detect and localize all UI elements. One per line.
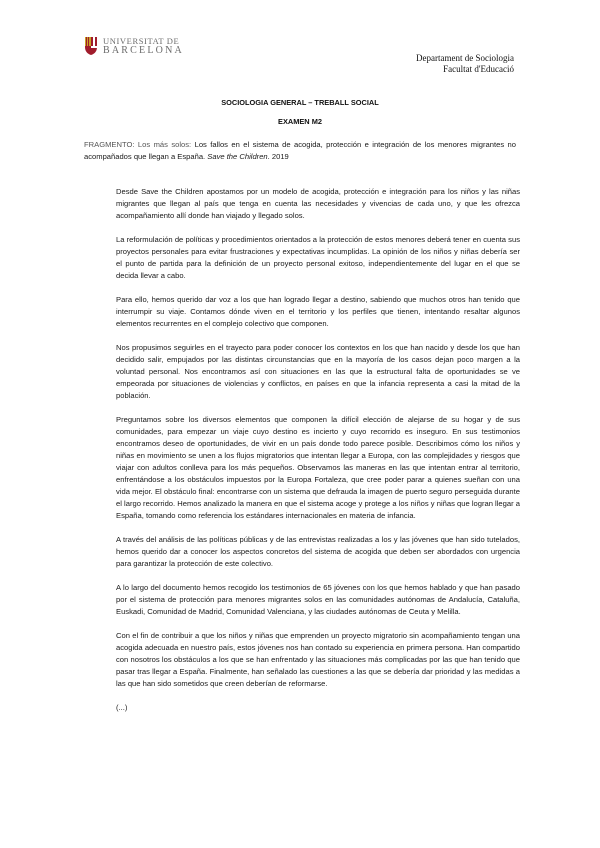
paragraph: A través del análisis de las políticas públicas y de las entrevistas realizadas a los y las jóvenes que han sido tutelados, hemos querido dar a conocer los aspectos concretos del sistema de acogida que deben ser abordados con urgencia para garantizar la protección de este colectivo. — [116, 535, 520, 568]
department-name: Departament de Sociologia — [416, 53, 514, 63]
university-logo — [84, 36, 184, 56]
fragment-year: . 2019 — [267, 152, 289, 161]
paragraph: Nos propusimos seguirles en el trayecto para poder conocer los contextos en los que han nacido y desde los que han decidido salir, empujados por las distintas circunstancias que en la mayoría de los casos dejan poco margen a la voluntad personal. Nos encontramos así con situaciones en las que la estructural falta de oportunidades se ve empeorada por situaciones de violencias y conflictos, en países en que la infancia representa a casi la mitad de la población. — [116, 343, 520, 400]
university-shield-icon — [84, 36, 98, 56]
faculty-name: Facultat d'Educació — [443, 64, 514, 74]
fragment-source: Save the Children — [207, 152, 268, 161]
fragment-text: Los fallos en el sistema de acogida, protección e integración de los menores migrantes no acompañados que llegan a España. — [84, 140, 516, 161]
document-body — [116, 186, 520, 714]
fragment-label: FRAGMENTO: Los más solos: — [84, 140, 192, 149]
department-block — [416, 53, 514, 75]
exam-title: EXAMEN M2 — [278, 117, 322, 126]
paragraph: A lo largo del documento hemos recogido los testimonios de 65 jóvenes con los que hemos hablado y que han pasado por el sistema de protección para menores migrantes solos en las comunidades autónomas de Andalucía, Cataluña, Euskadi, Comunidad de Madrid, Comunidad Valenciana, y las ciudades autónomas de Ceuta y Melilla. — [116, 583, 520, 616]
paragraph: Con el fin de contribuir a que los niños y niñas que emprenden un proyecto migratorio sin acompañamiento tengan una acogida adecuada en nuestro país, estos jóvenes nos han contado su experiencia en primera persona. Han compartido con nosotros los obstáculos a los que se han enfrentado y las situaciones más complicadas por las que han tenido que pasar tras llegar a España. Finalmente, han señalado las cuestiones a las que se debería dar prioridad y las medidas a las que han sido sometidos que creen deberían de reformarse. — [116, 631, 520, 688]
university-name-line2: BARCELONA — [103, 45, 184, 56]
paragraph: La reformulación de políticas y procedimientos orientados a la protección de estos menores deberá tener en cuenta sus proyectos personales para evitar frustraciones y expectativas incumplidas. La opinión de los niños y niñas debería ser el punto de partida para la definición de un proyecto personal exitoso, independientemente del lugar en el que se decida llevar a cabo. — [116, 235, 520, 280]
course-title: SOCIOLOGIA GENERAL – TREBALL SOCIAL — [221, 98, 379, 107]
ellipsis-marker: (...) — [116, 703, 128, 712]
paragraph: Para ello, hemos querido dar voz a los que han logrado llegar a destino, sabiendo que muchos otros han tenido que interrumpir su viaje. Contamos dónde viven en el territorio y los perfiles que tienen, intentando resaltar algunos elementos recurrentes en el complejo colectivo que componen. — [116, 295, 520, 328]
paragraph: Desde Save the Children apostamos por un modelo de acogida, protección e integración para los niños y las niñas migrantes que llegan al país que tenga en cuenta las necesidades y vivencias de cada uno, y que les ofrezca acompañamiento allí donde han viajado y llegado solos. — [116, 187, 520, 220]
fragment-reference — [84, 139, 516, 163]
paragraph: Preguntamos sobre los diversos elementos que componen la difícil elección de alejarse de su hogar y de sus comunidades, para empezar un viaje cuyo destino es incierto y cuyo recorrido es inseguro. En sus testimonios encontramos deseo de oportunidades, de vivir en un país donde todo parece posible. Describimos cómo los niños y niñas en movimiento se unen a los flujos migratorios que intentan llegar a Europa, con las complejidades y riesgos que viajar con adultos conlleva para los más pequeños. Observamos las maneras en las que intentan entrar al territorio, enfrentándose a los obstáculos impuestos por la Europa Fortaleza, que cree poder parar a quienes sueñan con una vida mejor. El obstáculo final: encontrarse con un sistema que defrauda la imagen de puerto seguro perseguida durante el largo recorrido. Hemos analizado la manera en que el sistema acoge y protege a los niños y niñas que logran llegar a España, tomando como referencia los estándares internacionales en materia de infancia. — [116, 415, 520, 520]
university-name-line1: UNIVERSITAT DE — [103, 36, 180, 46]
